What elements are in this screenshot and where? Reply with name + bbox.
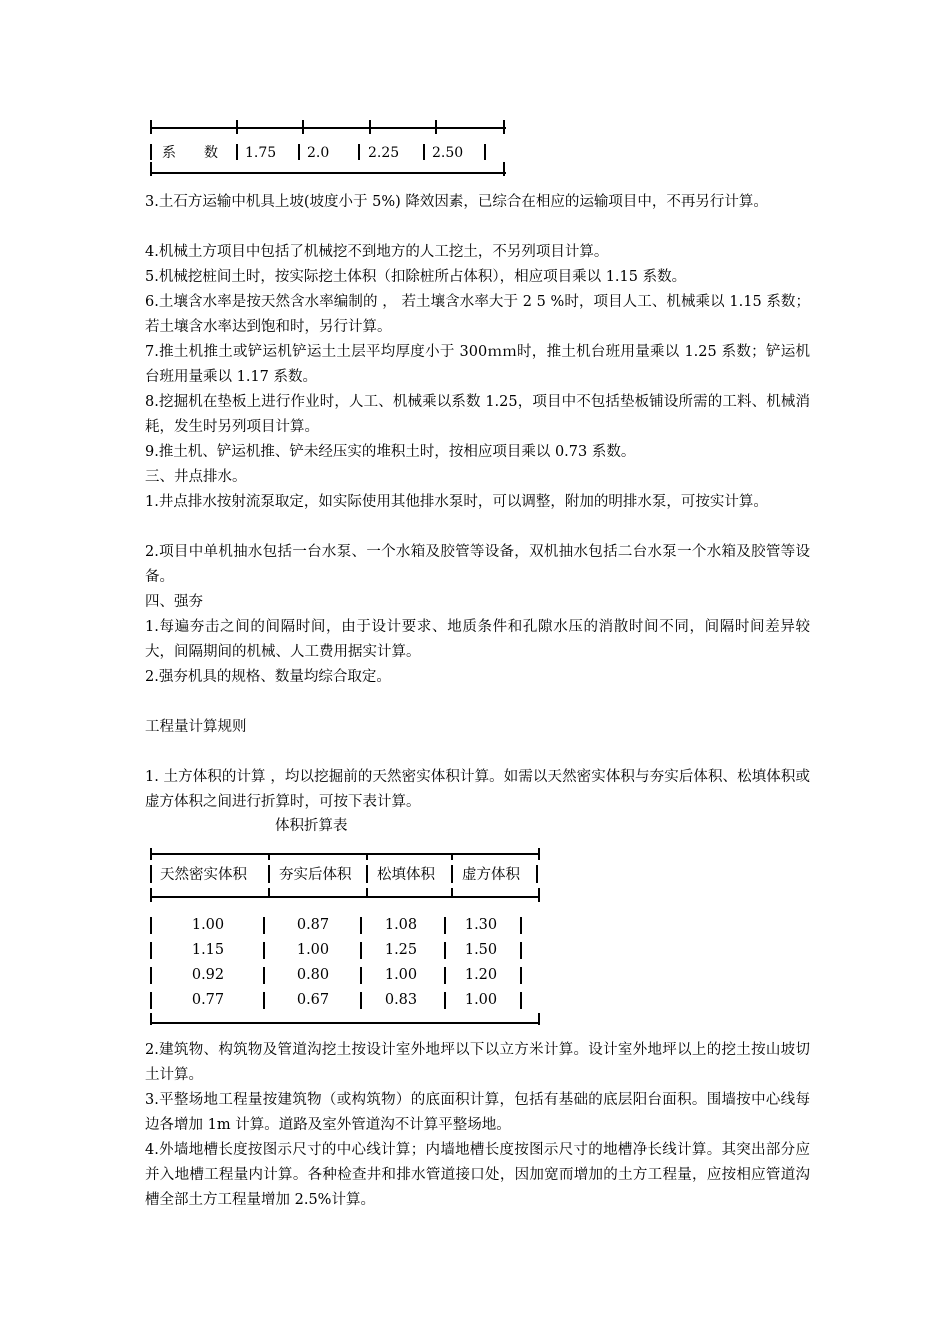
- paragraph: 4.外墙地槽长度按图示尺寸的中心线计算；内墙地槽长度按图示尺寸的地槽净长线计算。其突出部分应并入地槽工程量内计算。各种检查井和排水管道接口处，因加宽而增加的土方工程量，应按相应管道沟槽全部土方工程量增加 2.5%计算。: [145, 1142, 810, 1208]
- paragraph: 6.土壤含水率是按天然含水率编制的 ， 若土壤含水率大于 2 5 %时，项目人工、机械乘以 1.15 系数；若土壤含水率达到饱和时，另行计算。: [145, 294, 810, 335]
- table-cell: 1.20: [464, 967, 498, 983]
- table-header-cell: 虚方体积: [462, 867, 520, 883]
- table-cell: 1.25: [384, 942, 418, 958]
- paragraph: 7.推土机推土或铲运机铲运土土层平均厚度小于 300ｍｍ时，推土机台班用量乘以 1.25 系数；铲运机台班用量乘以 1.17 系数。: [145, 344, 810, 385]
- paragraph: 8.挖掘机在垫板上进行作业时，人工、机械乘以系数 1.25，项目中不包括垫板铺设所需的工料、机械消耗，发生时另列项目计算。: [145, 394, 810, 435]
- table-top-rule: [150, 127, 506, 129]
- table-cell: 1.00: [191, 917, 225, 933]
- table-cell: 1.00: [384, 967, 418, 983]
- table-cell: 1.00: [296, 942, 330, 958]
- table-header-cell: 松填体积: [377, 867, 435, 883]
- coef-value: 1.75: [245, 145, 277, 161]
- paragraph: 9.推土机、铲运机推、铲未经压实的堆积土时，按相应项目乘以 0.73 系数。: [145, 444, 636, 460]
- table-cell: 0.67: [296, 992, 330, 1008]
- rules-title: 工程量计算规则: [145, 719, 247, 735]
- table-cell: 1.08: [384, 917, 418, 933]
- paragraph: 1.井点排水按射流泵取定，如实际使用其他排水泵时，可以调整，附加的明排水泵，可按实计算。: [145, 494, 768, 510]
- paragraph: 1.每遍夯击之间的间隔时间，由于设计要求、地质条件和孔隙水压的消散时间不同，间隔时间差异较大，间隔期间的机械、人工费用据实计算。: [145, 619, 810, 660]
- table-cell: 1.30: [464, 917, 498, 933]
- table-cell: 1.00: [464, 992, 498, 1008]
- paragraph: 1. 土方体积的计算 ，均以挖掘前的天然密实体积计算。如需以天然密实体积与夯实后体积、松填体积或虚方体积之间进行折算时，可按下表计算。: [145, 769, 810, 810]
- table-cell: 0.80: [296, 967, 330, 983]
- table-cell: 0.87: [296, 917, 330, 933]
- table-caption: 体积折算表: [275, 818, 348, 834]
- table-header-cell: 天然密实体积: [160, 867, 247, 883]
- section-heading: 四、强夯: [145, 594, 203, 610]
- table-header-cell: 夯实后体积: [279, 867, 352, 883]
- table-cell: 0.83: [384, 992, 418, 1008]
- coef-label: 系 数: [162, 145, 218, 161]
- paragraph: 4.机械土方项目中包括了机械挖不到地方的人工挖土，不另列项目计算。: [145, 244, 609, 260]
- paragraph: 3.土石方运输中机具上坡(坡度小于 5%) 降效因素，已综合在相应的运输项目中，不再另行计算。: [145, 194, 768, 210]
- coefficient-table: [150, 120, 510, 180]
- paragraph: 3.平整场地工程量按建筑物（或构筑物）的底面积计算，包括有基础的底层阳台面积。围墙按中心线每边各增加 1m 计算。道路及室外管道沟不计算平整场地。: [145, 1092, 810, 1133]
- section-heading: 三、井点排水。: [145, 469, 247, 485]
- table-cell: 0.92: [191, 967, 225, 983]
- table-cell: 1.50: [464, 942, 498, 958]
- volume-conversion-table: [148, 848, 543, 1028]
- table-bottom-rule: [150, 172, 506, 174]
- coef-value: 2.25: [368, 145, 400, 161]
- table-cell: 1.15: [191, 942, 225, 958]
- coef-value: 2.0: [307, 145, 330, 161]
- table-cell: 0.77: [191, 992, 225, 1008]
- coef-value: 2.50: [432, 145, 464, 161]
- paragraph: 2.建筑物、构筑物及管道沟挖土按设计室外地坪以下以立方米计算。设计室外地坪以上的挖土按山坡切土计算。: [145, 1042, 810, 1083]
- paragraph: 2.强夯机具的规格、数量均综合取定。: [145, 669, 391, 685]
- paragraph: 2.项目中单机抽水包括一台水泵、一个水箱及胶管等设备，双机抽水包括二台水泵一个水箱及胶管等设备。: [145, 544, 810, 585]
- paragraph: 5.机械挖桩间土时，按实际挖土体积（扣除桩所占体积），相应项目乘以 1.15 系数。: [145, 269, 687, 285]
